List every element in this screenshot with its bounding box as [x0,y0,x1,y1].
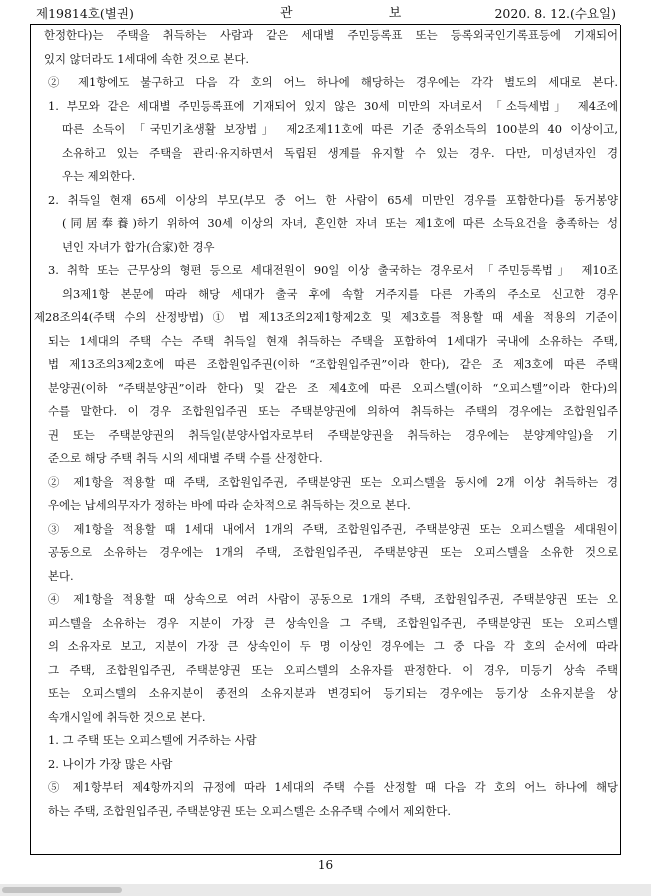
text-line: 본다. [48,568,74,583]
text-line: ④ 제1항을 적용할 때 상속으로 여러 사람이 공동으로 1개의 주택, 조합원입주권, 주택분양권 또는 오 [48,592,618,606]
text-line: 법 제13조의3제2호에 따른 조합원입주권(이하 “조합원입주권”이라 한다), 같은 조 제3호에 따른 주택 [48,357,618,371]
text-line: 2. 나이가 가장 많은 사람 [48,756,173,771]
article-heading-line: 제28조의4(주택 수의 산정방법) ① 법 제13조의2제1항제2호 및 제3호를 적용할 때 세율 적용의 기준이 [34,310,618,324]
text-line: 준으로 해당 주택 취득 시의 세대별 주택 수를 산정한다. [48,451,323,465]
text-line: 한정한다)는 주택을 취득하는 사람과 같은 세대별 주민등록표 또는 등록외국인기록표등에 기재되어 [44,28,618,42]
issue-date: 2020. 8. 12.(수요일) [494,6,616,21]
text-line: 3. 취학 또는 근무상의 형편 등으로 세대전원이 90일 이상 출국하는 경우로서 「주민등록법」 제10조 [48,263,618,277]
text-line: ② 제1항에도 불구하고 다음 각 호의 어느 하나에 해당하는 경우에는 각각 별도의 세대로 본다. [48,75,618,89]
page-number: 16 [317,858,334,872]
text-line: ⑤ 제1항부터 제4항까지의 규정에 따라 1세대의 주택 수를 산정할 때 다음 각 호의 어느 하나에 해당 [48,780,618,794]
text-line: 1. 부모와 같은 세대별 주민등록표에 기재되어 있지 않은 30세 미만의 자녀로서 「소득세법」 제4조에 [48,98,618,113]
gazette-title: 관 보 [280,6,448,21]
text-line: 권 또는 주택분양권의 취득일(분양사업자로부터 주택분양권을 취득하는 경우에는 분양계약일)을 기 [48,427,618,442]
text-line: 의3제1항 본문에 따라 해당 세대가 출국 후에 속할 거주지를 다른 가족의 주소로 신고한 경우 [62,286,618,301]
text-line: 우에는 납세의무자가 정하는 바에 따라 순차적으로 취득하는 것으로 본다. [48,498,411,512]
text-line: 하는 주택, 조합원입주권, 주택분양권 또는 오피스텔은 소유주택 수에서 제외한다. [48,803,451,818]
text-line: 소유하고 있는 주택을 관리·유지하면서 독립된 생계를 유지할 수 있는 경우. 다만, 미성년자인 경 [62,145,618,160]
text-line: ③ 제1항을 적용할 때 1세대 내에서 1개의 주택, 조합원입주권, 주택분양권 또는 오피스텔을 세대원이 [48,521,618,536]
text-line: 공동으로 소유하는 경우에는 1개의 주택, 조합원입주권, 주택분양권 또는 오피스텔을 소유한 것으로 [48,545,618,559]
text-line: (同居奉養)하기 위하여 30세 이상의 자녀, 혼인한 자녀 또는 제1호에 따른 소득요건을 충족하는 성 [62,216,618,230]
text-line: 또는 오피스텔의 소유지분이 종전의 소유지분과 변경되어 등기되는 경우에는 등기상 소유지분을 상 [48,686,618,700]
text-line: 분양권(이하 “주택분양권”이라 한다) 및 같은 조 제4호에 따른 오피스텔(이하 “오피스텔”이라 한다)의 [48,380,618,395]
text-line: 그 주택, 조합원입주권, 주택분양권 또는 오피스텔의 소유자를 판정한다. 이 경우, 미등기 상속 주택 [48,662,618,677]
scrollbar-thumb[interactable] [2,887,122,893]
text-line: 2. 취득일 현재 65세 이상의 부모(부모 중 어느 한 사람이 65세 미만인 경우를 포함한다)를 동거봉양 [48,192,618,207]
text-line: 의 소유자로 보고, 지분이 가장 큰 상속인이 두 명 이상인 경우에는 그 중 다음 각 호의 순서에 따라 [48,639,618,653]
document-body [34,24,618,823]
text-line: 따른 소득이 「국민기초생활 보장법」 제2조제11호에 따른 기준 중위소득의 100분의 40 이상이고, [62,122,618,136]
text-line: 우는 제외한다. [62,169,136,183]
horizontal-scrollbar[interactable] [0,884,651,896]
text-line: 피스텔을 소유하는 경우 지분이 가장 큰 상속인을 그 주택, 조합원입주권, 주택분양권 또는 오피스텔 [48,615,618,630]
text-line: 되는 1세대의 주택 수는 주택 취득일 현재 취득하는 주택을 포함하여 1세대가 국내에 소유하는 주택, [48,333,618,348]
text-line: 1. 그 주택 또는 오피스텔에 거주하는 사람 [48,733,257,747]
issue-number: 제19814호(별권) [36,6,134,21]
text-line: 있지 않더라도 1세대에 속한 것으로 본다. [44,51,250,66]
text-line: ② 제1항을 적용할 때 주택, 조합원입주권, 주택분양권 또는 오피스텔을 동시에 2개 이상 취득하는 경 [48,474,618,489]
gazette-header [30,6,620,22]
text-line: 년인 자녀가 합가(合家)한 경우 [62,239,215,254]
text-line: 수를 말한다. 이 경우 조합원입주권 또는 주택분양권에 의하여 취득하는 주택의 경우에는 조합원입주 [48,404,618,418]
text-line: 속개시일에 취득한 것으로 본다. [48,709,206,724]
